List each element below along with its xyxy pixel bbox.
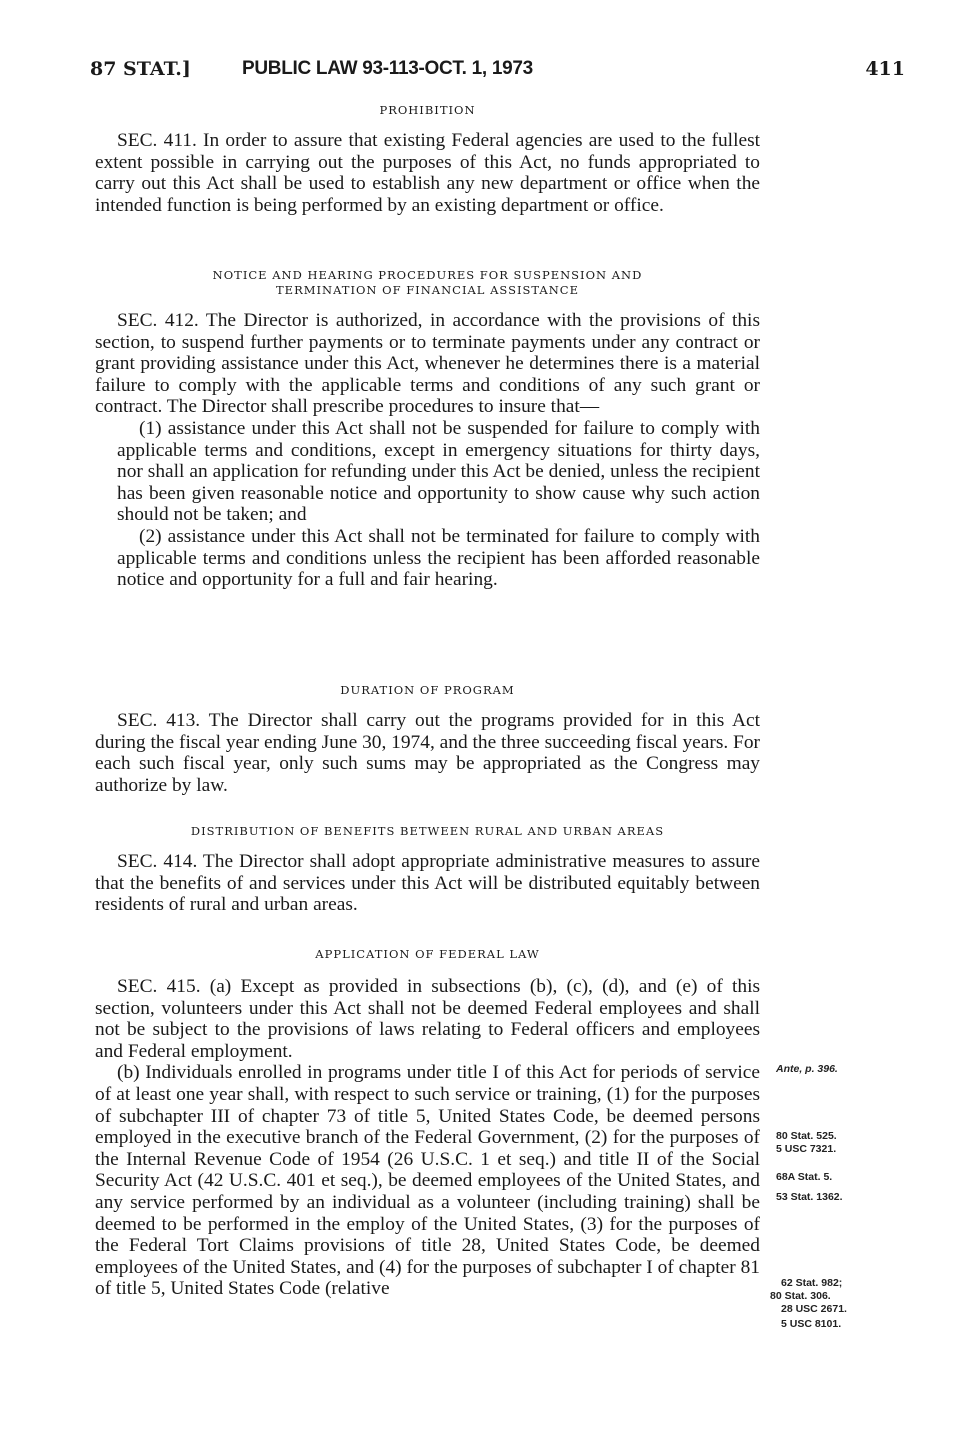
- margin-note: 5 USC 8101.: [781, 1318, 842, 1330]
- section-paragraph: SEC. 412. The Director is authorized, in accordance with the provisions of this section, to suspend further payments or to terminate payments under any contract or grant providing assistance under this Act, whenever he determines there is a material failure to comply with the applicable terms and conditions of any such grant or contract. The Director shall prescribe procedures to insure that—: [95, 310, 760, 418]
- margin-note: 53 Stat. 1362.: [776, 1191, 843, 1203]
- section-paragraph: SEC. 413. The Director shall carry out the programs provided for in this Act during the fiscal year ending June 30, 1974, and the three succeeding fiscal years. For each such fiscal year, only such sums may be appropriated as the Congress may authorize by law.: [95, 710, 760, 796]
- section-paragraph: SEC. 411. In order to assure that existing Federal agencies are used to the fullest extent possible in carrying out the purposes of this Act, no funds appropriated to carry out this Act shall be used to establish any new department or office when the intended function is being performed by an existing department or office.: [95, 130, 760, 216]
- section-heading: NOTICE AND HEARING PROCEDURES FOR SUSPENSION AND TERMINATION OF FINANCIAL ASSISTANCE: [212, 268, 643, 297]
- section-415: [95, 947, 760, 1300]
- margin-note: 28 USC 2671.: [781, 1303, 847, 1315]
- section-paragraph: (b) Individuals enrolled in programs under title I of this Act for periods of service of at least one year shall, with respect to such service or training, (1) for the purposes of subchapter III of chapter 73 of title 5, United States Code, be deemed persons employed in the executive branch of the Federal Government, (2) for the purposes of the Internal Revenue Code of 1954 (26 U.S.C. 1 et seq.) and title II of the Social Security Act (42 U.S.C. 401 et seq.), be deemed employees of the United States, and any service performed by an individual as a volunteer (including training) shall be deemed to be performed in the employ of the United States, (3) for the purposes of the Federal Tort Claims provisions of title 28, United States Code, be deemed employees of the United States, and (4) for the purposes of subchapter I of chapter 81 of title 5, United States Code (relative: [95, 1062, 760, 1300]
- margin-note: 5 USC 7321.: [776, 1143, 837, 1155]
- list-item: (2) assistance under this Act shall not be terminated for failure to comply with applicable terms and conditions unless the recipient has been afforded reasonable notice and opportunity for a full and fair hearing.: [117, 525, 760, 591]
- section-413: [95, 683, 760, 796]
- margin-note: 62 Stat. 982;: [781, 1277, 843, 1289]
- section-heading: DISTRIBUTION OF BENEFITS BETWEEN RURAL AND URBAN AREAS: [190, 824, 665, 838]
- margin-note: Ante, p. 396.: [776, 1063, 838, 1075]
- page-number: 411: [865, 58, 905, 80]
- section-heading: APPLICATION OF FEDERAL LAW: [315, 947, 540, 961]
- section-411: [95, 103, 760, 216]
- margin-note: 80 Stat. 306.: [770, 1290, 831, 1302]
- section-412: [95, 268, 760, 591]
- statute-citation: 87 STAT.]: [90, 58, 191, 80]
- section-paragraph: SEC. 414. The Director shall adopt appropriate administrative measures to assure that the benefits of and services under this Act will be distributed equitably between residents of rural and urban areas.: [95, 851, 760, 916]
- list-item: (1) assistance under this Act shall not be suspended for failure to comply with applicable terms and conditions, except in emergency situations for thirty days, nor shall an application for refunding under this Act be denied, unless the recipient has been given reasonable notice and opportunity to show cause why such action should not be taken; and: [117, 417, 760, 526]
- running-title: PUBLIC LAW 93-113-OCT. 1, 1973: [242, 58, 533, 79]
- page-header: [90, 58, 905, 86]
- margin-note: 80 Stat. 525.: [776, 1130, 837, 1142]
- margin-note: 68A Stat. 5.: [776, 1171, 833, 1183]
- section-heading: DURATION OF PROGRAM: [340, 683, 515, 697]
- section-paragraph: SEC. 415. (a) Except as provided in subsections (b), (c), (d), and (e) of this section, volunteers under this Act shall not be deemed Federal employees and shall not be subject to the provisions of laws relating to Federal officers and employees and Federal employment.: [95, 976, 760, 1062]
- section-414: [95, 824, 760, 916]
- section-heading: PROHIBITION: [379, 103, 476, 117]
